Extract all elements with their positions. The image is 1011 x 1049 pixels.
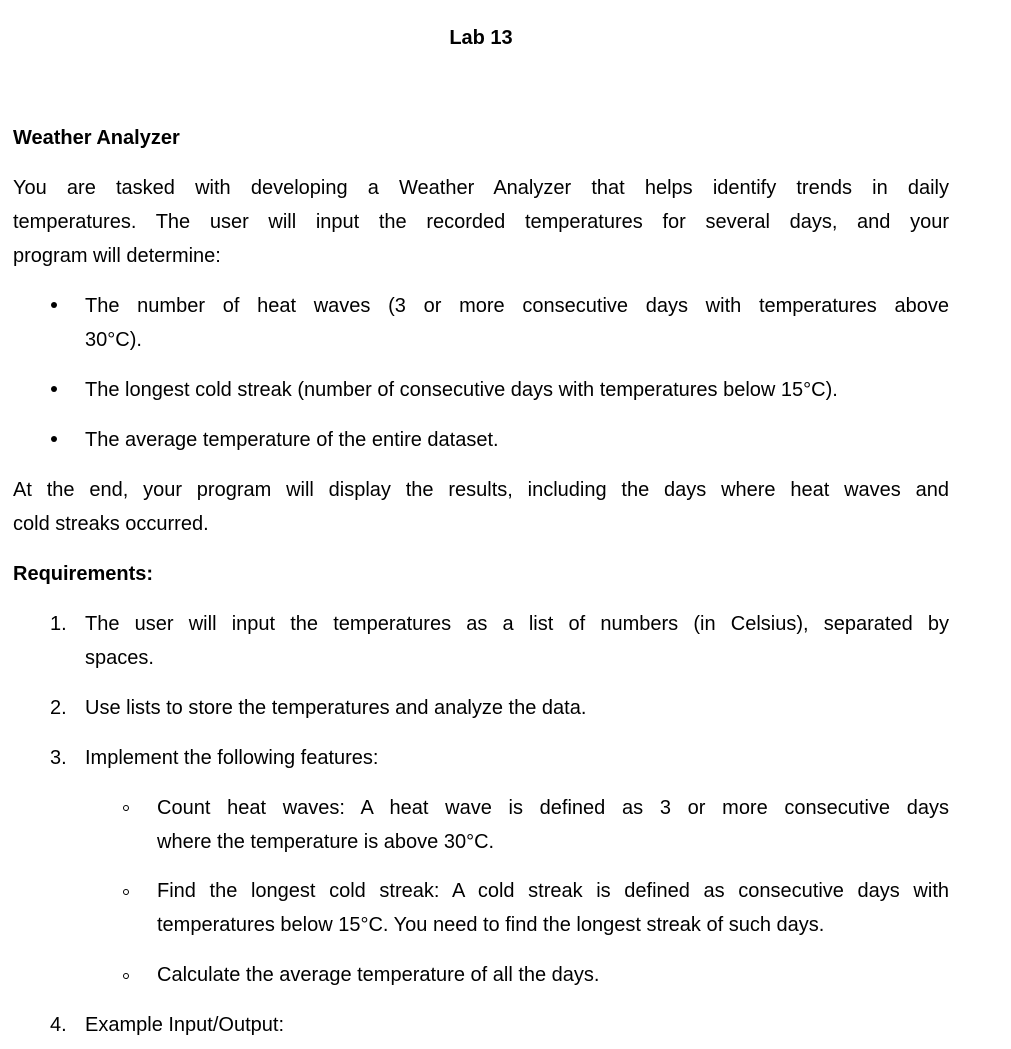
bullet-line: The longest cold streak (number of consecutive days with temperatures below 15°C). [85, 379, 838, 401]
feature-item [157, 874, 949, 942]
intro-line: temperatures. The user will input the recorded temperatures for several days, and your [13, 211, 949, 233]
closing-paragraph [13, 473, 949, 541]
closing-line: At the end, your program will display the results, including the days where heat waves and [13, 479, 949, 501]
feature-line: Calculate the average temperature of all the days. [157, 964, 600, 986]
requirement-item [85, 741, 949, 775]
bullet-icon [51, 436, 57, 442]
feature-item [157, 791, 949, 859]
feature-item [157, 958, 949, 992]
requirement-line: Example Input/Output: [85, 1014, 285, 1036]
requirement-line: spaces. [85, 647, 154, 669]
requirement-item [85, 607, 949, 675]
bullet-item [85, 373, 965, 407]
intro-paragraph [13, 171, 949, 273]
intro-line: program will determine: [13, 245, 221, 267]
bullet-item [85, 289, 949, 357]
bullet-line: The average temperature of the entire dataset. [85, 429, 499, 451]
requirement-item [85, 1008, 949, 1042]
feature-line: where the temperature is above 30°C. [157, 831, 495, 853]
requirement-line: Implement the following features: [85, 747, 379, 769]
requirements-heading: Requirements: [13, 563, 154, 585]
bullet-item [85, 423, 949, 457]
requirement-item [85, 691, 949, 725]
circle-bullet-icon [123, 805, 129, 811]
bullet-icon [51, 386, 57, 392]
bullet-line: 30°C). [85, 329, 142, 351]
feature-line: temperatures below 15°C. You need to find the longest streak of such days. [157, 914, 825, 936]
bullet-line: The number of heat waves (3 or more consecutive days with temperatures above [85, 295, 949, 317]
requirement-line: Use lists to store the temperatures and analyze the data. [85, 697, 587, 719]
requirement-number: 4. [50, 1014, 67, 1036]
feature-line: Count heat waves: A heat wave is defined as 3 or more consecutive days [157, 797, 949, 819]
requirement-number: 2. [50, 697, 67, 719]
bullet-icon [51, 302, 57, 308]
feature-line: Find the longest cold streak: A cold streak is defined as consecutive days with [157, 880, 949, 902]
circle-bullet-icon [123, 889, 129, 895]
circle-bullet-icon [123, 973, 129, 979]
requirement-number: 3. [50, 747, 67, 769]
requirement-line: The user will input the temperatures as a list of numbers (in Celsius), separated by [85, 613, 949, 635]
document-title: Lab 13 [449, 27, 513, 49]
requirement-number: 1. [50, 613, 67, 635]
intro-line: You are tasked with developing a Weather Analyzer that helps identify trends in daily [13, 177, 949, 199]
closing-line: cold streaks occurred. [13, 513, 209, 535]
section-heading: Weather Analyzer [13, 127, 180, 149]
